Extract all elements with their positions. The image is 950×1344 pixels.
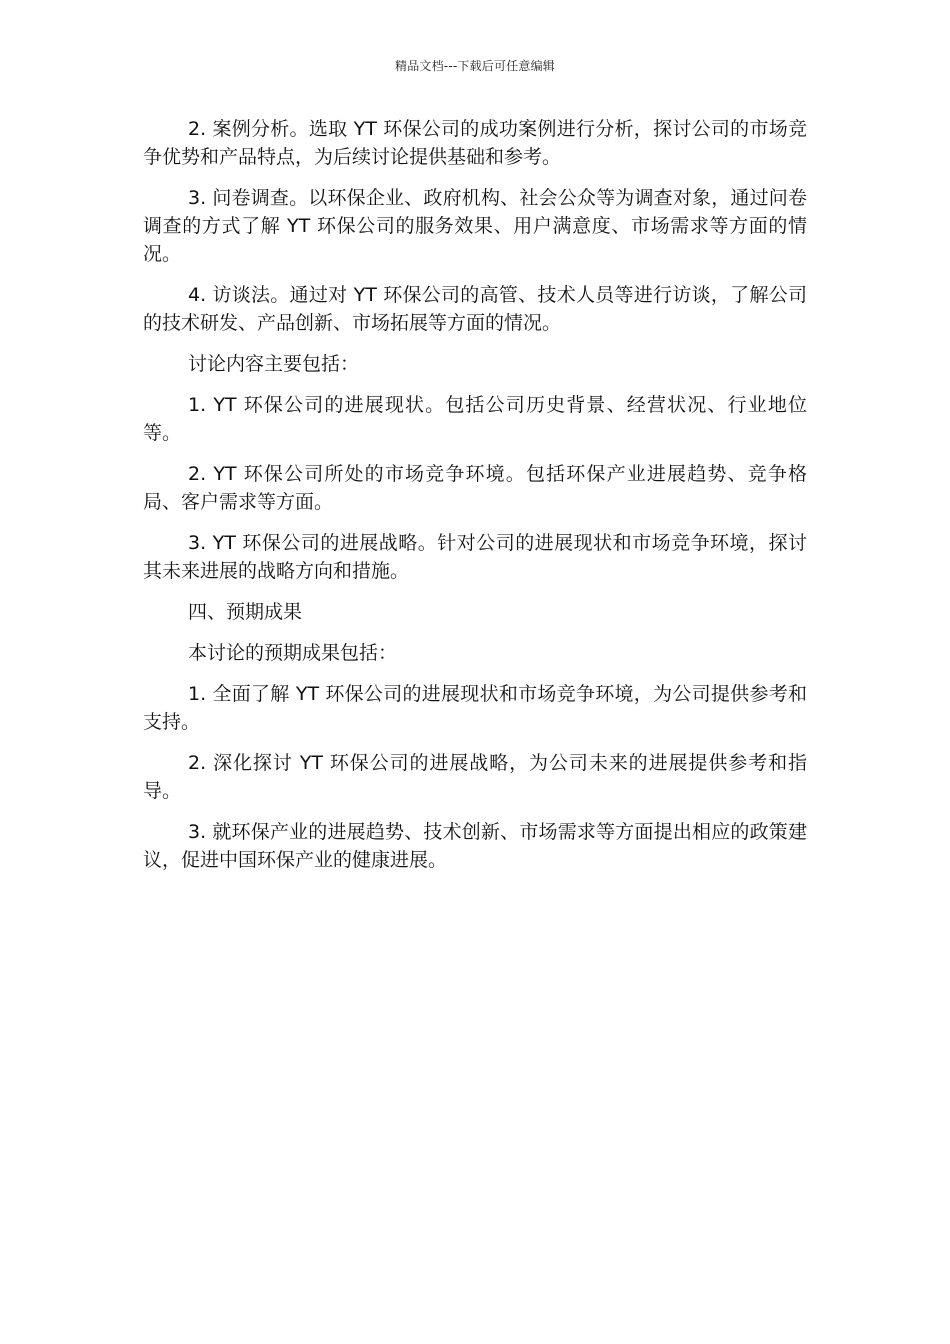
paragraph-method-interview: 4. 访谈法。通过对 YT 环保公司的高管、技术人员等进行访谈，了解公司的技术研发、产品创新、市场拓展等方面的情况。 xyxy=(143,284,807,334)
page-header: 精品文档---下载后可任意编辑 xyxy=(395,59,555,73)
paragraph-method-case-analysis: 2. 案例分析。选取 YT 环保公司的成功案例进行分析，探讨公司的市场竞争优势和产品特点，为后续讨论提供基础和参考。 xyxy=(143,118,807,168)
section-heading-expected-results: 四、预期成果 xyxy=(188,601,303,623)
paragraph-content-strategy: 3. YT 环保公司的进展战略。针对公司的进展现状和市场竞争环境，探讨其未来进展的战略方向和措施。 xyxy=(143,532,807,582)
paragraph-content-environment: 2. YT 环保公司所处的市场竞争环境。包括环保产业进展趋势、竞争格局、客户需求等方面。 xyxy=(143,463,807,513)
paragraph-result-understanding: 1. 全面了解 YT 环保公司的进展现状和市场竞争环境，为公司提供参考和支持。 xyxy=(143,683,807,733)
paragraph-result-policy: 3. 就环保产业的进展趋势、技术创新、市场需求等方面提出相应的政策建议，促进中国环保产业的健康进展。 xyxy=(143,821,807,871)
document-body xyxy=(143,115,807,887)
paragraph-method-questionnaire: 3. 问卷调查。以环保企业、政府机构、社会公众等为调查对象，通过问卷调查的方式了解 YT 环保公司的服务效果、用户满意度、市场需求等方面的情况。 xyxy=(143,187,807,265)
paragraph-content-intro: 讨论内容主要包括： xyxy=(188,353,360,375)
paragraph-content-status: 1. YT 环保公司的进展现状。包括公司历史背景、经营状况、行业地位等。 xyxy=(143,394,807,444)
paragraph-results-intro: 本讨论的预期成果包括： xyxy=(188,642,398,664)
paragraph-result-strategy: 2. 深化探讨 YT 环保公司的进展战略，为公司未来的进展提供参考和指导。 xyxy=(143,752,807,802)
